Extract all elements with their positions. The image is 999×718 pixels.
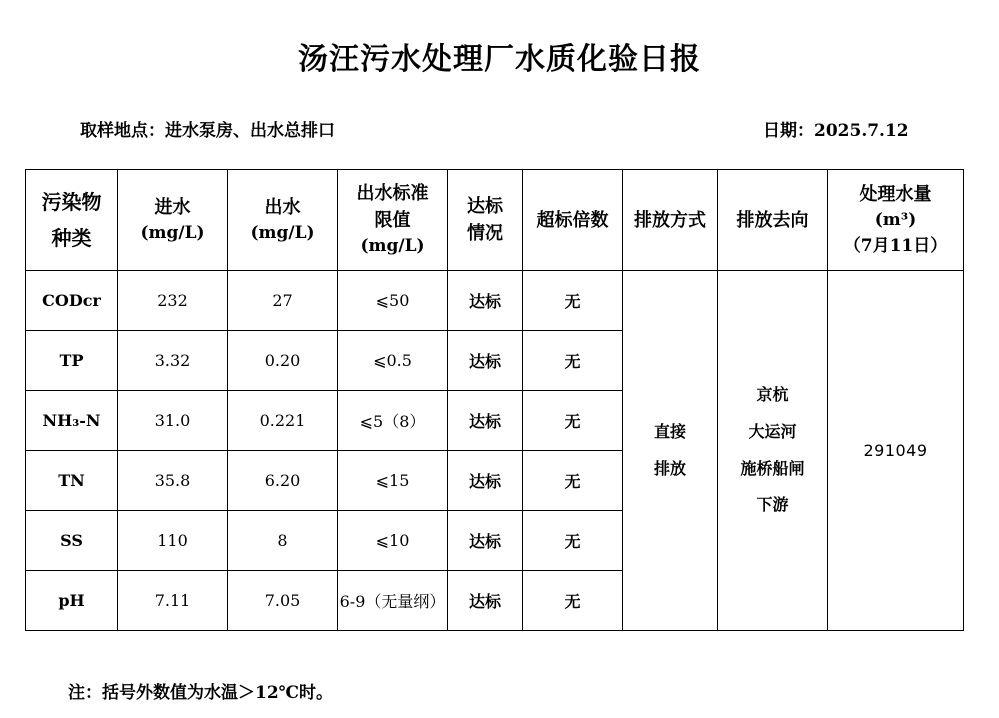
report-date: 日期：2025.7.12 xyxy=(763,121,909,141)
discharge-method-cell: 直接 排放 xyxy=(623,271,718,631)
param-cell: TN xyxy=(26,451,118,511)
exceed-cell: 无 xyxy=(523,271,623,331)
effluent-cell: 0.20 xyxy=(228,331,338,391)
param-cell: CODcr xyxy=(26,271,118,331)
influent-cell: 110 xyxy=(118,511,228,571)
limit-cell: ⩽15 xyxy=(338,451,448,511)
report-title: 汤汪污水处理厂水质化验日报 xyxy=(298,42,701,77)
limit-cell: ⩽5（8） xyxy=(338,391,448,451)
effluent-cell: 27 xyxy=(228,271,338,331)
header-effluent: 出水 (mg/L) xyxy=(228,170,338,271)
treated-volume-cell: 291049 xyxy=(828,271,964,631)
status-cell: 达标 xyxy=(448,271,523,331)
header-compliance: 达标 情况 xyxy=(448,170,523,271)
status-cell: 达标 xyxy=(448,571,523,631)
effluent-cell: 7.05 xyxy=(228,571,338,631)
limit-cell: ⩽0.5 xyxy=(338,331,448,391)
header-volume: 处理水量 (m³) （7月11日） xyxy=(828,170,964,271)
param-cell: SS xyxy=(26,511,118,571)
table-header-row xyxy=(26,170,964,271)
influent-cell: 35.8 xyxy=(118,451,228,511)
exceed-cell: 无 xyxy=(523,571,623,631)
status-cell: 达标 xyxy=(448,451,523,511)
header-influent: 进水 (mg/L) xyxy=(118,170,228,271)
header-limit: 出水标准 限值 (mg/L) xyxy=(338,170,448,271)
effluent-cell: 6.20 xyxy=(228,451,338,511)
status-cell: 达标 xyxy=(448,331,523,391)
water-quality-table xyxy=(25,169,964,631)
limit-cell: ⩽50 xyxy=(338,271,448,331)
influent-cell: 232 xyxy=(118,271,228,331)
sampling-location: 取样地点：进水泵房、出水总排口 xyxy=(80,121,335,141)
header-exceed-times: 超标倍数 xyxy=(523,170,623,271)
discharge-destination-cell: 京杭 大运河 施桥船闸 下游 xyxy=(718,271,828,631)
effluent-cell: 0.221 xyxy=(228,391,338,451)
status-cell: 达标 xyxy=(448,511,523,571)
exceed-cell: 无 xyxy=(523,451,623,511)
status-cell: 达标 xyxy=(448,391,523,451)
influent-cell: 3.32 xyxy=(118,331,228,391)
exceed-cell: 无 xyxy=(523,391,623,451)
table-row xyxy=(26,271,964,331)
footnote: 注：括号外数值为水温＞12℃时。 xyxy=(68,683,334,703)
exceed-cell: 无 xyxy=(523,511,623,571)
header-pollutant: 污染物 种类 xyxy=(26,170,118,271)
header-discharge-destination: 排放去向 xyxy=(718,170,828,271)
param-cell: TP xyxy=(26,331,118,391)
param-cell: NH₃-N xyxy=(26,391,118,451)
limit-cell: ⩽10 xyxy=(338,511,448,571)
effluent-cell: 8 xyxy=(228,511,338,571)
influent-cell: 31.0 xyxy=(118,391,228,451)
limit-cell: 6-9（无量纲） xyxy=(338,571,448,631)
param-cell: pH xyxy=(26,571,118,631)
header-discharge-method: 排放方式 xyxy=(623,170,718,271)
influent-cell: 7.11 xyxy=(118,571,228,631)
exceed-cell: 无 xyxy=(523,331,623,391)
